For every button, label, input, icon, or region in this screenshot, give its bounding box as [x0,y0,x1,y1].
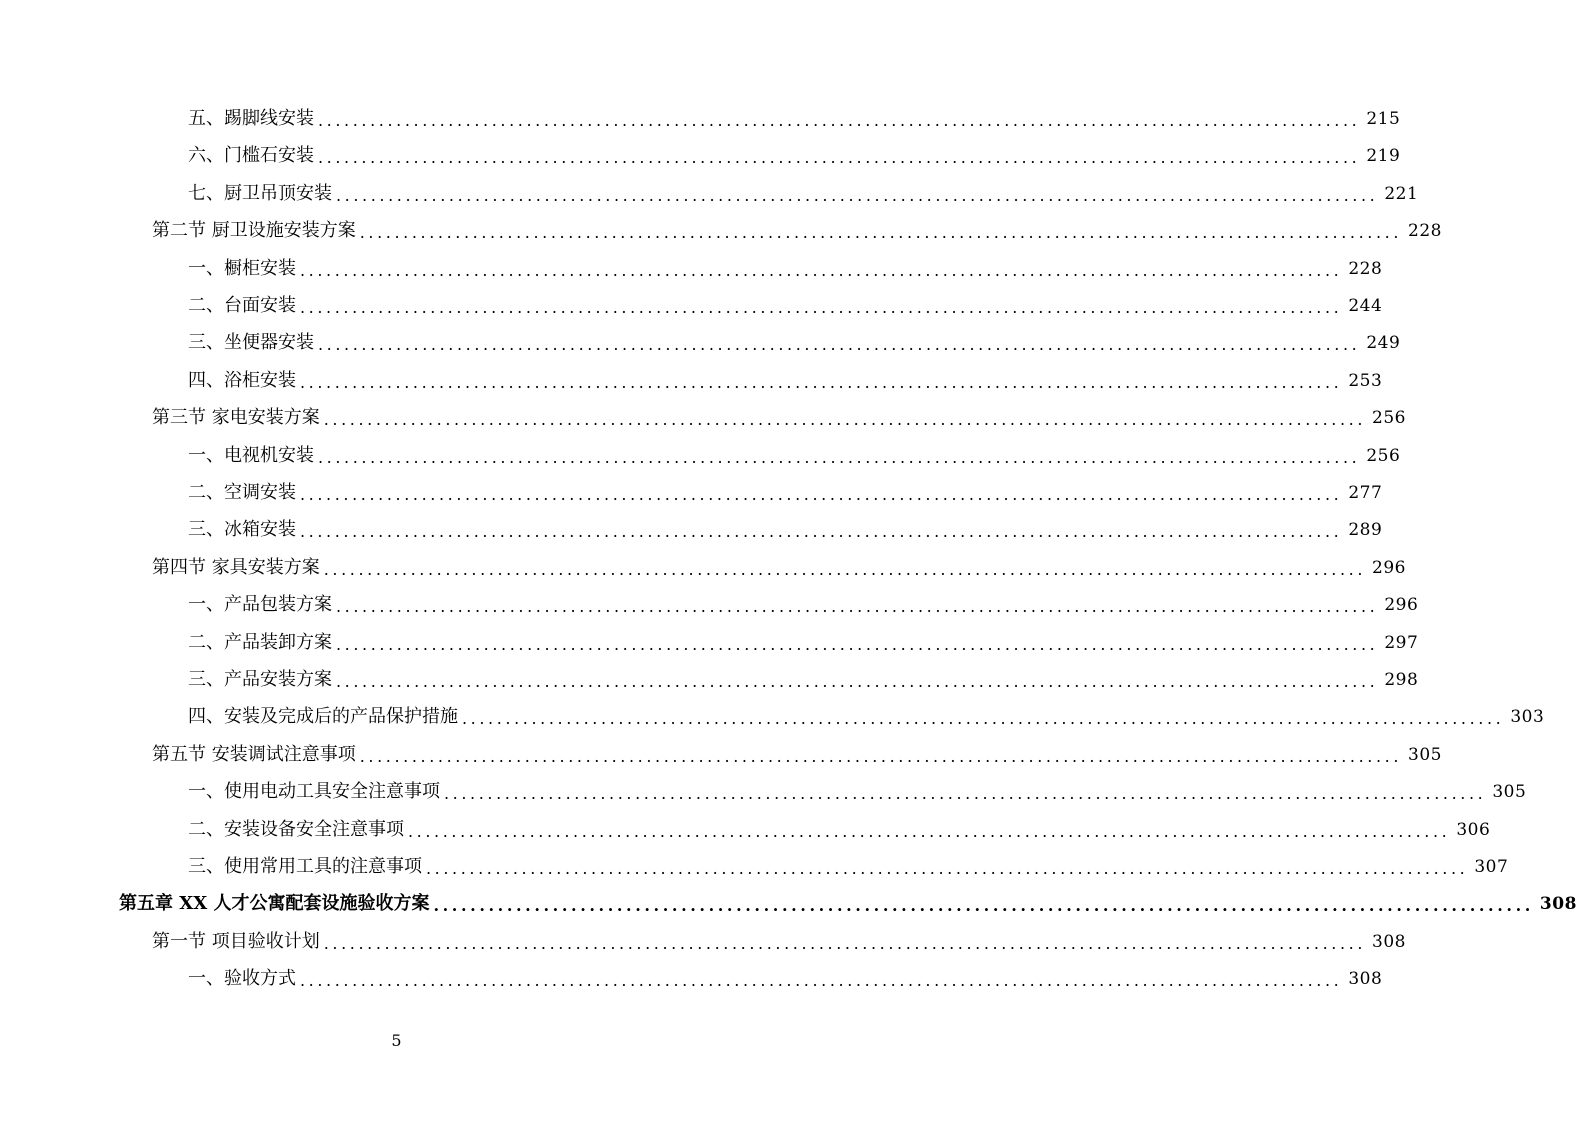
toc-entry-page-number: 305 [1408,744,1442,765]
toc-entry-page-number: 296 [1384,595,1419,616]
dot-leader: ........................................................................................................................ [336,597,1379,617]
toc-entry-title: 一、电视机安装 [188,444,314,466]
toc-entry-page-number: 215 [1366,109,1401,129]
toc-entry-page-number: 298 [1384,670,1419,690]
toc-entry-page-number: 308 [1348,969,1383,990]
toc-entry-item[interactable] [188,142,1401,170]
toc-entry-title: 七、厨卫吊顶安装 [188,182,332,204]
toc-entry-title: 第二节 厨卫设施安装方案 [152,220,356,242]
dot-leader: ........................................................................................................................ [462,709,1505,729]
toc-entry-title: 三、坐便器安装 [188,332,314,354]
toc-entry-page-number: 296 [1372,557,1406,578]
toc-entry-title: 一、橱柜安装 [188,257,296,279]
toc-entry-page-number: 249 [1366,333,1401,354]
dot-leader: ........................................................................................................................ [336,672,1379,691]
dot-leader: ........................................................................................................................ [318,148,1361,168]
toc-entry-page-number: 277 [1348,483,1383,503]
toc-entry-page-number: 305 [1492,782,1527,803]
toc-entry-title: 二、产品装卸方案 [188,631,332,653]
toc-entry-page-number: 228 [1408,221,1442,242]
toc-entry-title: 第五章 XX 人才公寓配套设施验收方案 [119,893,430,915]
dot-leader: ........................................................................................................................ [318,335,1361,355]
toc-entry-page-number: 308 [1539,894,1577,915]
toc-entry-item[interactable] [188,516,1383,544]
toc-entry-title: 三、冰箱安装 [188,519,296,541]
page-number: 5 [391,1031,402,1050]
toc-entry-title: 第四节 家具安装方案 [152,556,320,578]
toc-entry-title: 第五节 安装调试注意事项 [152,743,356,765]
toc-entry-page-number: 219 [1366,146,1401,167]
dot-leader: ........................................................................................................................ [300,485,1343,504]
toc-entry-title: 一、使用电动工具安全注意事项 [188,781,440,803]
toc-entry-title: 第一节 项目验收计划 [152,930,320,952]
dot-leader: ........................................................................................................................ [323,410,1367,430]
toc-entry-title: 六、门槛石安装 [188,145,314,167]
toc-entry-section[interactable] [152,741,1442,769]
toc-entry-item[interactable] [188,255,1383,283]
toc-entry-title: 一、产品包装方案 [188,594,332,616]
toc-entry-item[interactable] [188,965,1383,993]
toc-entry-item[interactable] [188,292,1383,320]
toc-entry-page-number: 221 [1384,183,1419,204]
dot-leader: ........................................................................................................................ [300,372,1343,392]
toc-entry-item[interactable] [188,591,1419,619]
dot-leader: ........................................................................................................................ [336,634,1379,654]
toc-entry-page-number: 308 [1372,931,1406,952]
toc-entry-page-number: 307 [1474,857,1509,877]
dot-leader: ........................................................................................................................ [300,522,1343,542]
toc-entry-page-number: 256 [1366,445,1401,466]
toc-entry-title: 二、台面安装 [188,295,296,316]
toc-entry-page-number: 244 [1348,296,1383,316]
dot-leader: ........................................................................................................................ [426,859,1469,878]
toc-entry-item[interactable] [188,666,1419,694]
dot-leader: ........................................................................................................................ [323,933,1367,953]
toc-entry-title: 第三节 家电安装方案 [152,407,320,429]
toc-entry-title: 二、安装设备安全注意事项 [188,818,404,840]
toc-entry-page-number: 256 [1372,408,1406,429]
toc-entry-item[interactable] [188,816,1491,844]
dot-leader: ........................................................................................................................ [359,223,1403,243]
toc-entry-page-number: 303 [1510,707,1545,728]
dot-leader: ........................................................................................................................ [433,896,1534,916]
toc-entry-title: 四、浴柜安装 [188,369,296,391]
dot-leader: ........................................................................................................................ [444,784,1487,804]
dot-leader: ........................................................................................................................ [359,746,1403,766]
dot-leader: ........................................................................................................................ [408,821,1451,841]
toc-entry-chapter[interactable] [119,890,1577,918]
toc-entry-section[interactable] [152,554,1406,582]
toc-entry-title: 五、踢脚线安装 [188,108,314,129]
toc-entry-item[interactable] [188,479,1383,507]
toc-entry-page-number: 228 [1348,258,1383,279]
toc-entry-page-number: 297 [1384,632,1419,653]
toc-entry-title: 三、产品安装方案 [188,669,332,690]
toc-entry-page-number: 306 [1456,819,1491,840]
toc-entry-title: 四、安装及完成后的产品保护措施 [188,706,458,728]
toc-entry-item[interactable] [188,367,1383,395]
toc-entry-item[interactable] [188,329,1401,357]
toc-entry-title: 一、验收方式 [188,968,296,990]
dot-leader: ........................................................................................................................ [318,447,1361,467]
dot-leader: ........................................................................................................................ [300,298,1343,317]
dot-leader: ........................................................................................................................ [318,111,1361,130]
dot-leader: ........................................................................................................................ [300,971,1343,991]
toc-entry-page-number: 289 [1348,520,1383,541]
toc-entry-title: 三、使用常用工具的注意事项 [188,856,422,877]
dot-leader: ........................................................................................................................ [336,185,1379,205]
toc-entry-page-number: 253 [1348,370,1383,391]
toc-entry-item[interactable] [188,853,1509,881]
toc-entry-item[interactable] [188,180,1419,208]
dot-leader: ........................................................................................................................ [323,559,1367,579]
dot-leader: ........................................................................................................................ [300,260,1343,280]
toc-entry-item[interactable] [188,105,1401,133]
toc-entry-section[interactable] [152,217,1442,245]
toc-entry-section[interactable] [152,928,1406,956]
toc-entry-item[interactable] [188,629,1419,657]
toc-entry-title: 二、空调安装 [188,482,296,503]
toc-entry-item[interactable] [188,778,1527,806]
toc-entry-item[interactable] [188,442,1401,470]
toc-entry-item[interactable] [188,703,1545,731]
toc-entry-section[interactable] [152,404,1406,432]
